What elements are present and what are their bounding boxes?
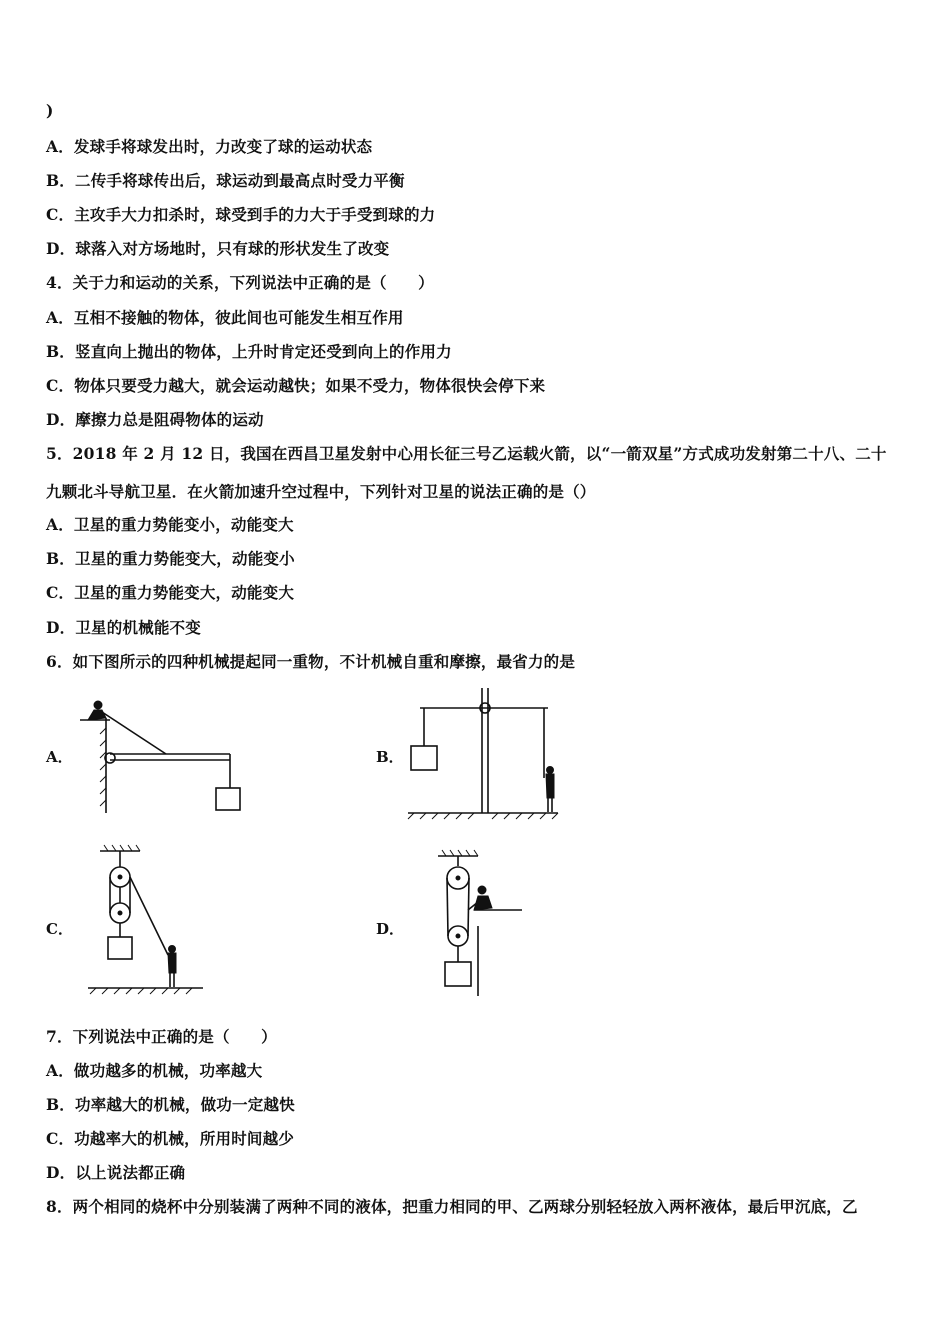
figure-label-d: D． [376,920,405,938]
figure-c-pulley-block [88,845,208,995]
question-4-stem: 4．关于力和运动的关系，下列说法中正确的是（ ） [46,273,434,292]
q4-option-c: C．物体只要受力越大，就会运动越快；如果不受力，物体很快会停下来 [46,376,546,395]
q3-option-c: C．主攻手大力扣杀时，球受到手的力大于手受到球的力 [46,205,436,224]
q3-option-d: D．球落入对方场地时，只有球的形状发生了改变 [46,239,390,258]
q5-option-d: D．卫星的机械能不变 [46,618,201,637]
figure-d-pulley-block [430,850,530,1000]
figure-label-b: B． [376,748,404,766]
question-8-stem-line1: 8．两个相同的烧杯中分别装满了两种不同的液体，把重力相同的甲、乙两球分别轻轻放入两杯液体，最后甲沉底，乙 [46,1197,858,1216]
q7-option-d: D．以上说法都正确 [46,1163,186,1182]
figure-label-a: A． [46,748,73,766]
question-7-stem: 7．下列说法中正确的是（ ） [46,1027,277,1046]
q4-option-d: D．摩擦力总是阻碍物体的运动 [46,410,264,429]
question-3-stem-tail: ) [46,101,54,120]
q7-option-b: B．功率越大的机械，做功一定越快 [46,1095,295,1114]
q5-option-c: C．卫星的重力势能变大，动能变大 [46,583,295,602]
question-5-stem-line1: 5．2018 年 2 月 12 日，我国在西昌卫星发射中心用长征三号乙运载火箭，以“一箭双星”方式成功发射第二十八、二十 [46,444,887,463]
q4-option-a: A．互相不接触的物体，彼此间也可能发生相互作用 [46,308,404,327]
question-5-stem-line2: 九颗北斗导航卫星．在火箭加速升空过程中，下列针对卫星的说法正确的是（） [46,482,596,501]
q3-option-b: B．二传手将球传出后，球运动到最高点时受力平衡 [46,171,405,190]
q7-option-c: C．功越率大的机械，所用时间越少 [46,1129,295,1148]
q5-option-b: B．卫星的重力势能变大，动能变小 [46,549,295,568]
figure-label-c: C． [46,920,73,938]
figure-a-wall-pulley [70,688,260,818]
question-6-stem: 6．如下图所示的四种机械提起同一重物，不计机械自重和摩擦，最省力的是 [46,652,576,671]
figure-b-lever-frame [408,688,568,823]
q5-option-a: A．卫星的重力势能变小，动能变大 [46,515,294,534]
q3-option-a: A．发球手将球发出时，力改变了球的运动状态 [46,137,373,156]
q7-option-a: A．做功越多的机械，功率越大 [46,1061,263,1080]
q4-option-b: B．竖直向上抛出的物体，上升时肯定还受到向上的作用力 [46,342,452,361]
